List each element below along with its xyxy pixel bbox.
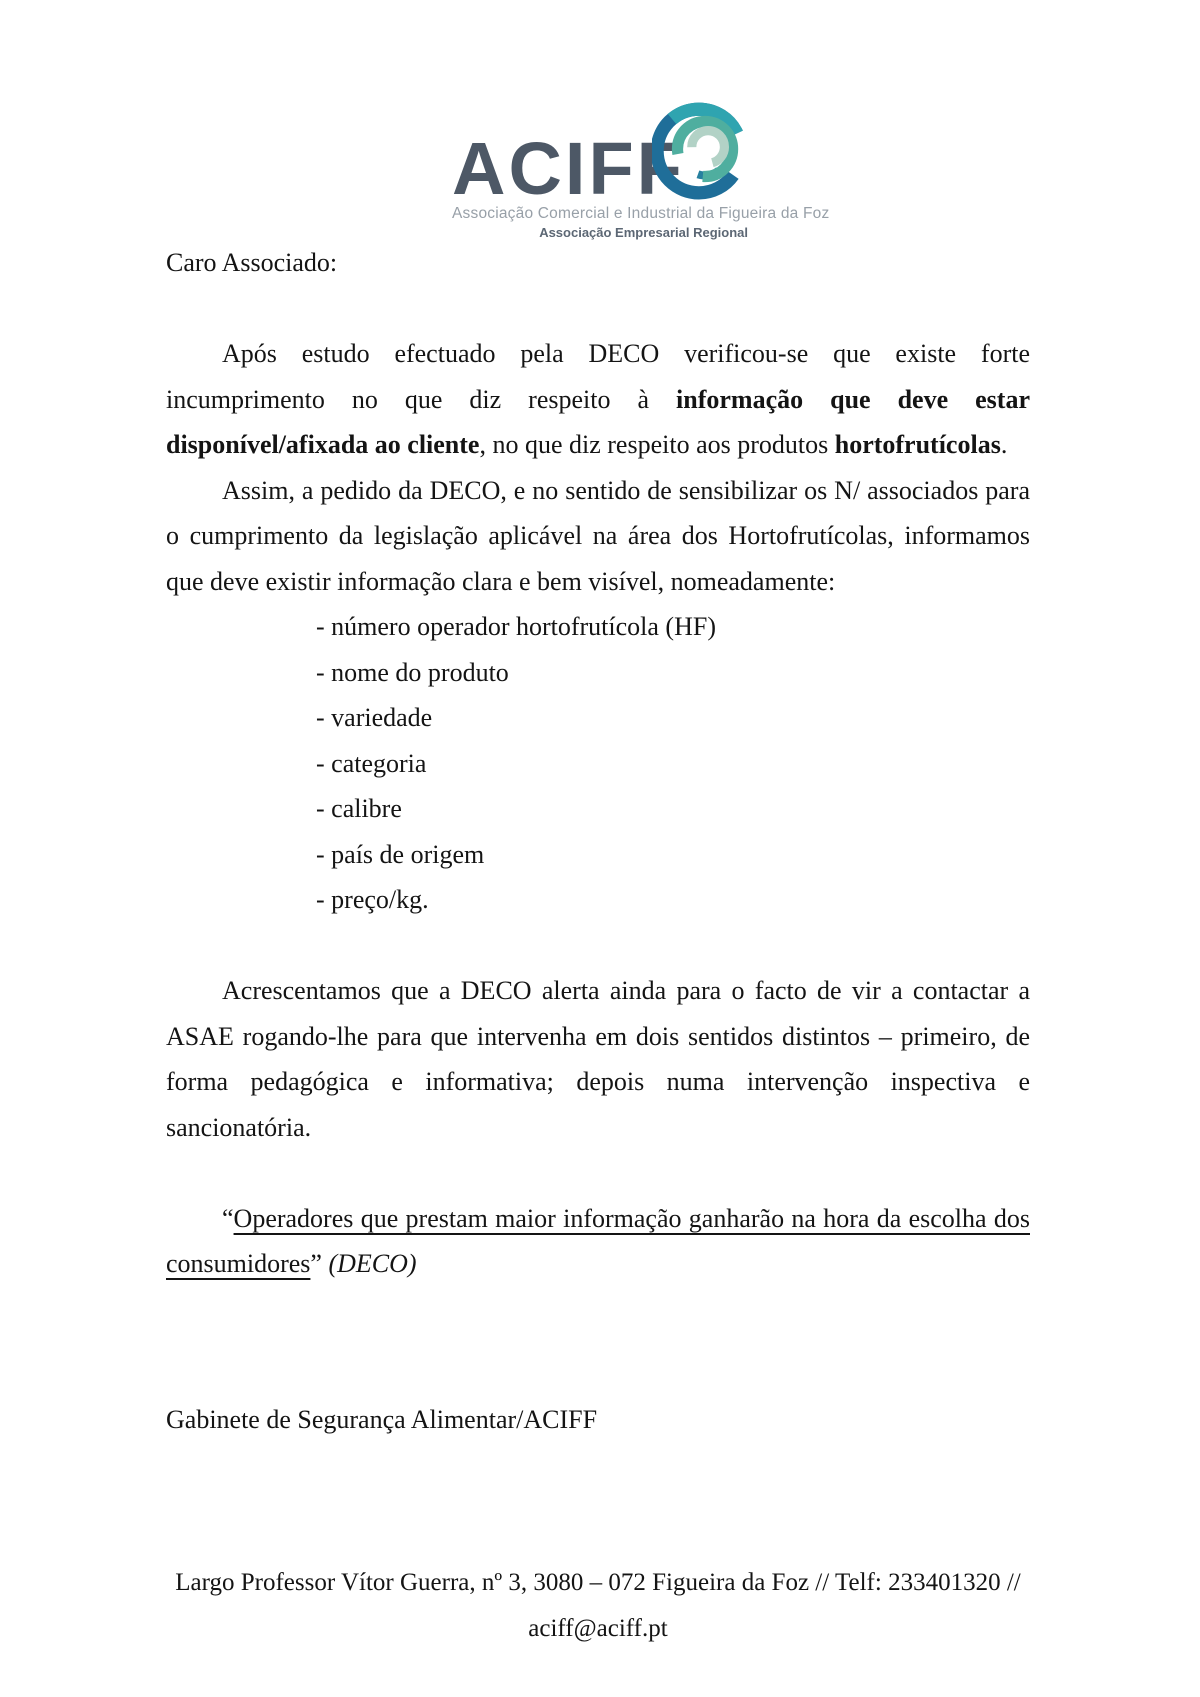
list-item: - nome do produto — [316, 657, 509, 687]
logo-row — [452, 98, 748, 210]
aciff-logo — [452, 98, 830, 240]
logo-acronym: ACIFF — [452, 127, 685, 210]
intro-bold-info: informação que deve estar disponível/afixada ao cliente — [166, 384, 1030, 459]
list-item: - categoria — [316, 748, 427, 778]
intro-text-3: . — [1000, 430, 1008, 459]
salutation: Caro Associado: — [166, 248, 338, 277]
intro-text-1: Após estudo efectuado pela DECO verificou-se que existe forte incumprimento no que diz respeito à — [166, 339, 1030, 414]
list-item: - variedade — [316, 703, 433, 732]
signoff: Gabinete de Segurança Alimentar/ACIFF — [166, 1404, 598, 1434]
quote-attribution: (DECO) — [328, 1249, 417, 1278]
intro-text-2: , no que diz respeito aos produtos — [479, 430, 835, 459]
quote-paragraph — [166, 1196, 1030, 1287]
list-item: - calibre — [316, 794, 402, 823]
quote-underlined-text: Operadores que prestam maior informação ganharão na hora da escolha dos consumidores — [166, 1203, 1030, 1278]
footer-contact: Largo Professor Vítor Guerra, nº 3, 3080 – 072 Figueira da Foz // Telf: 233401320 // aciff@aciff.pt — [175, 1569, 1021, 1642]
list-item: - número operador hortofrutícola (HF) — [316, 612, 716, 641]
quote-close-mark: ” — [310, 1249, 329, 1278]
letter-body — [0, 240, 1200, 1651]
quote-open-mark: “ — [222, 1203, 234, 1233]
logo-subtagline: Associação Empresarial Regional — [539, 225, 748, 240]
intro-bold-horto: hortofrutícolas — [834, 430, 1001, 459]
paragraph-deco-request: Assim, a pedido da DECO, e no sentido de sensibilizar os N/ associados para o cumprimento da legislação aplicável na área dos Hortofrutícolas, informamos que deve existir informação clara e bem visível, nomeadamente: — [166, 475, 1030, 596]
logo-tagline: Associação Comercial e Industrial da Figueira da Foz — [452, 205, 830, 222]
wave-swirl-icon — [652, 98, 754, 200]
paragraph-intro — [166, 331, 1030, 468]
paragraph-asae: Acrescentamos que a DECO alerta ainda para o facto de vir a contactar a ASAE rogando-lhe para que intervenha em dois sentidos distintos – primeiro, de forma pedagógica e informativa; depois numa intervenção inspectiva e sancionatória. — [166, 976, 1030, 1142]
required-info-list — [166, 604, 1030, 923]
list-item: - preço/kg. — [316, 885, 429, 914]
list-item: - país de origem — [316, 839, 485, 869]
